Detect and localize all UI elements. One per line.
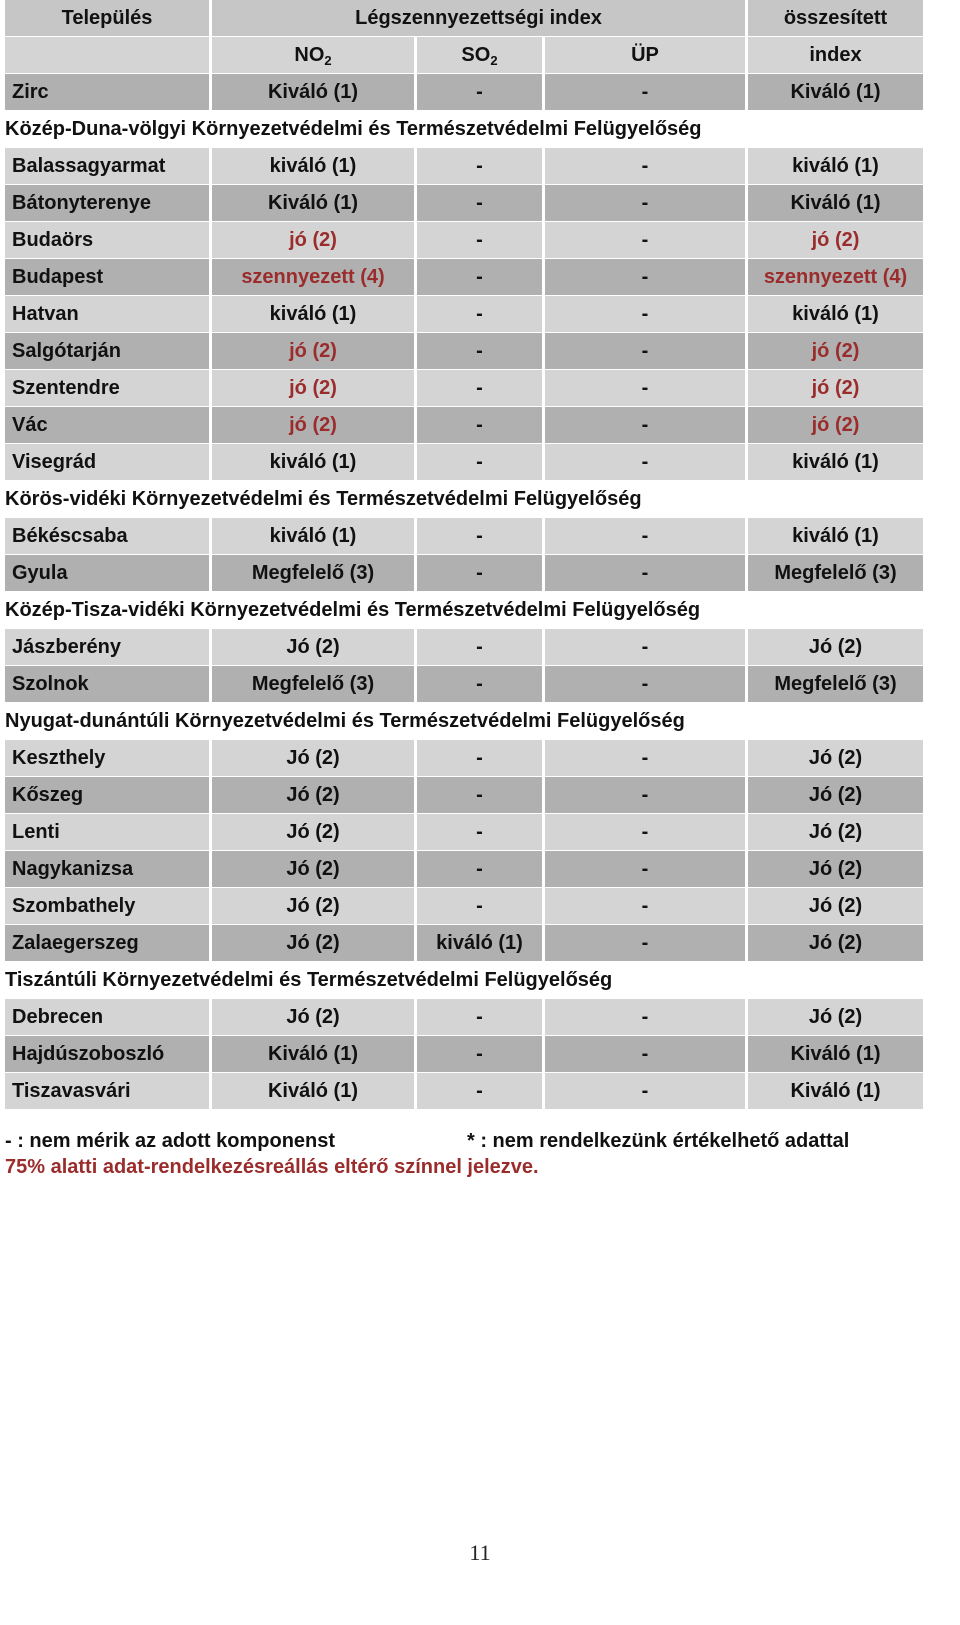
pm-cell: - xyxy=(545,555,748,592)
so2-cell: - xyxy=(417,296,545,333)
so2-cell: - xyxy=(417,1036,545,1073)
no2-cell: Kiváló (1) xyxy=(212,1036,417,1073)
region-row xyxy=(5,481,923,518)
so2-cell: kiváló (1) xyxy=(417,925,545,962)
note-star: * : nem rendelkezünk értékelhető adattal xyxy=(467,1130,850,1152)
header-so2-sub: 2 xyxy=(490,52,498,68)
settlement-cell: Békéscsaba xyxy=(5,518,212,555)
settlement-cell: Szombathely xyxy=(5,888,212,925)
settlement-cell: Salgótarján xyxy=(5,333,212,370)
total-index-cell: Jó (2) xyxy=(748,888,923,925)
no2-cell: Jó (2) xyxy=(212,888,417,925)
total-index-cell: Jó (2) xyxy=(748,851,923,888)
settlement-cell: Zalaegerszeg xyxy=(5,925,212,962)
no2-cell: Megfelelő (3) xyxy=(212,666,417,703)
table-row xyxy=(5,740,923,777)
table-row xyxy=(5,1036,923,1073)
total-index-cell: kiváló (1) xyxy=(748,518,923,555)
no2-cell: Kiváló (1) xyxy=(212,185,417,222)
so2-cell: - xyxy=(417,666,545,703)
header-no2-text: NO xyxy=(294,43,325,66)
pm-cell: - xyxy=(545,629,748,666)
settlement-cell: Hajdúszoboszló xyxy=(5,1036,212,1073)
total-index-cell: kiváló (1) xyxy=(748,148,923,185)
total-index-cell: Jó (2) xyxy=(748,814,923,851)
so2-cell: - xyxy=(417,518,545,555)
pm-cell: - xyxy=(545,74,748,111)
pm-cell: - xyxy=(545,222,748,259)
settlement-cell: Kőszeg xyxy=(5,777,212,814)
total-index-cell: jó (2) xyxy=(748,407,923,444)
table-row xyxy=(5,555,923,592)
pm-cell: - xyxy=(545,814,748,851)
so2-cell: - xyxy=(417,740,545,777)
settlement-cell: Gyula xyxy=(5,555,212,592)
air-quality-table xyxy=(5,0,923,1110)
no2-cell: Kiváló (1) xyxy=(212,1073,417,1110)
total-index-cell: kiváló (1) xyxy=(748,444,923,481)
region-row xyxy=(5,592,923,629)
total-index-cell: Jó (2) xyxy=(748,925,923,962)
pm-cell: - xyxy=(545,333,748,370)
region-name: Közép-Duna-völgyi Környezetvédelmi és Természetvédelmi Felügyelőség xyxy=(5,111,923,148)
so2-cell: - xyxy=(417,370,545,407)
header-settlement: Település xyxy=(5,0,212,37)
table-row xyxy=(5,814,923,851)
so2-cell: - xyxy=(417,333,545,370)
header-total-bottom: index xyxy=(748,37,923,74)
note-color: 75% alatti adat-rendelkezésreállás eltérő színnel jelezve. xyxy=(5,1156,539,1178)
header-so2 xyxy=(417,37,545,74)
settlement-cell: Lenti xyxy=(5,814,212,851)
settlement-cell: Tiszavasvári xyxy=(5,1073,212,1110)
no2-cell: kiváló (1) xyxy=(212,296,417,333)
total-index-cell: Kiváló (1) xyxy=(748,74,923,111)
no2-cell: Jó (2) xyxy=(212,629,417,666)
table-row xyxy=(5,1073,923,1110)
total-index-cell: Jó (2) xyxy=(748,629,923,666)
total-index-cell: Jó (2) xyxy=(748,740,923,777)
no2-cell: Jó (2) xyxy=(212,925,417,962)
table-row xyxy=(5,629,923,666)
no2-cell: jó (2) xyxy=(212,222,417,259)
region-name: Tiszántúli Környezetvédelmi és Természetvédelmi Felügyelőség xyxy=(5,962,923,999)
total-index-cell: jó (2) xyxy=(748,222,923,259)
settlement-cell: Szolnok xyxy=(5,666,212,703)
header-row-1 xyxy=(5,0,923,37)
pm-cell: - xyxy=(545,1073,748,1110)
pm-cell: - xyxy=(545,259,748,296)
no2-cell: jó (2) xyxy=(212,333,417,370)
so2-cell: - xyxy=(417,222,545,259)
region-row xyxy=(5,962,923,999)
settlement-cell: Bátonyterenye xyxy=(5,185,212,222)
settlement-cell: Vác xyxy=(5,407,212,444)
no2-cell: kiváló (1) xyxy=(212,148,417,185)
settlement-cell: Budapest xyxy=(5,259,212,296)
header-total-top: összesített xyxy=(748,0,923,37)
settlement-cell: Zirc xyxy=(5,74,212,111)
settlement-cell: Szentendre xyxy=(5,370,212,407)
total-index-cell: szennyezett (4) xyxy=(748,259,923,296)
no2-cell: Jó (2) xyxy=(212,999,417,1036)
so2-cell: - xyxy=(417,74,545,111)
so2-cell: - xyxy=(417,444,545,481)
so2-cell: - xyxy=(417,814,545,851)
no2-cell: kiváló (1) xyxy=(212,444,417,481)
no2-cell: Jó (2) xyxy=(212,777,417,814)
pm-cell: - xyxy=(545,666,748,703)
region-name: Nyugat-dunántúli Környezetvédelmi és Természetvédelmi Felügyelőség xyxy=(5,703,923,740)
total-index-cell: Kiváló (1) xyxy=(748,1036,923,1073)
header-no2 xyxy=(212,37,417,74)
total-index-cell: jó (2) xyxy=(748,333,923,370)
so2-cell: - xyxy=(417,407,545,444)
so2-cell: - xyxy=(417,629,545,666)
pm-cell: - xyxy=(545,851,748,888)
table-row xyxy=(5,333,923,370)
pm-cell: - xyxy=(545,407,748,444)
no2-cell: jó (2) xyxy=(212,407,417,444)
settlement-cell: Jászberény xyxy=(5,629,212,666)
total-index-cell: kiváló (1) xyxy=(748,296,923,333)
settlement-cell: Balassagyarmat xyxy=(5,148,212,185)
no2-cell: Megfelelő (3) xyxy=(212,555,417,592)
region-name: Körös-vidéki Környezetvédelmi és Természetvédelmi Felügyelőség xyxy=(5,481,923,518)
pm-cell: - xyxy=(545,740,748,777)
settlement-cell: Hatvan xyxy=(5,296,212,333)
so2-cell: - xyxy=(417,148,545,185)
no2-cell: Kiváló (1) xyxy=(212,74,417,111)
pm-cell: - xyxy=(545,925,748,962)
pm-cell: - xyxy=(545,777,748,814)
so2-cell: - xyxy=(417,777,545,814)
pm-cell: - xyxy=(545,888,748,925)
so2-cell: - xyxy=(417,999,545,1036)
pm-cell: - xyxy=(545,185,748,222)
total-index-cell: Kiváló (1) xyxy=(748,185,923,222)
table-row xyxy=(5,888,923,925)
table-row xyxy=(5,222,923,259)
table-row xyxy=(5,370,923,407)
pm-cell: - xyxy=(545,999,748,1036)
pm-cell: - xyxy=(545,444,748,481)
total-index-cell: Jó (2) xyxy=(748,999,923,1036)
so2-cell: - xyxy=(417,1073,545,1110)
settlement-cell: Keszthely xyxy=(5,740,212,777)
note-dash: - : nem mérik az adott komponenst xyxy=(5,1130,336,1152)
settlement-cell: Debrecen xyxy=(5,999,212,1036)
header-pm: ÜP xyxy=(545,37,748,74)
total-index-cell: Megfelelő (3) xyxy=(748,666,923,703)
settlement-cell: Nagykanizsa xyxy=(5,851,212,888)
so2-cell: - xyxy=(417,851,545,888)
no2-cell: jó (2) xyxy=(212,370,417,407)
header-index-group: Légszennyezettségi index xyxy=(212,0,748,37)
header-so2-text: SO xyxy=(461,43,491,66)
region-name: Közép-Tisza-vidéki Környezetvédelmi és Természetvédelmi Felügyelőség xyxy=(5,592,923,629)
total-index-cell: Jó (2) xyxy=(748,777,923,814)
table-row xyxy=(5,148,923,185)
so2-cell: - xyxy=(417,555,545,592)
pm-cell: - xyxy=(545,148,748,185)
table-row xyxy=(5,74,923,111)
pm-cell: - xyxy=(545,370,748,407)
no2-cell: kiváló (1) xyxy=(212,518,417,555)
page-number: 11 xyxy=(469,1540,491,1565)
no2-cell: Jó (2) xyxy=(212,814,417,851)
pm-cell: - xyxy=(545,296,748,333)
table-row xyxy=(5,296,923,333)
total-index-cell: Megfelelő (3) xyxy=(748,555,923,592)
table-row xyxy=(5,185,923,222)
header-no2-sub: 2 xyxy=(324,52,332,68)
table-row xyxy=(5,999,923,1036)
so2-cell: - xyxy=(417,185,545,222)
table-row xyxy=(5,666,923,703)
header-empty-cell xyxy=(5,37,212,74)
table-row xyxy=(5,444,923,481)
pm-cell: - xyxy=(545,1036,748,1073)
total-index-cell: Kiváló (1) xyxy=(748,1073,923,1110)
table-row xyxy=(5,851,923,888)
pm-cell: - xyxy=(545,518,748,555)
table-row xyxy=(5,518,923,555)
no2-cell: Jó (2) xyxy=(212,851,417,888)
header-row-2 xyxy=(5,37,923,74)
so2-cell: - xyxy=(417,259,545,296)
so2-cell: - xyxy=(417,888,545,925)
table-row xyxy=(5,777,923,814)
table-row xyxy=(5,407,923,444)
settlement-cell: Budaörs xyxy=(5,222,212,259)
region-row xyxy=(5,111,923,148)
settlement-cell: Visegrád xyxy=(5,444,212,481)
no2-cell: Jó (2) xyxy=(212,740,417,777)
table-row xyxy=(5,259,923,296)
no2-cell: szennyezett (4) xyxy=(212,259,417,296)
table-row xyxy=(5,925,923,962)
total-index-cell: jó (2) xyxy=(748,370,923,407)
region-row xyxy=(5,703,923,740)
